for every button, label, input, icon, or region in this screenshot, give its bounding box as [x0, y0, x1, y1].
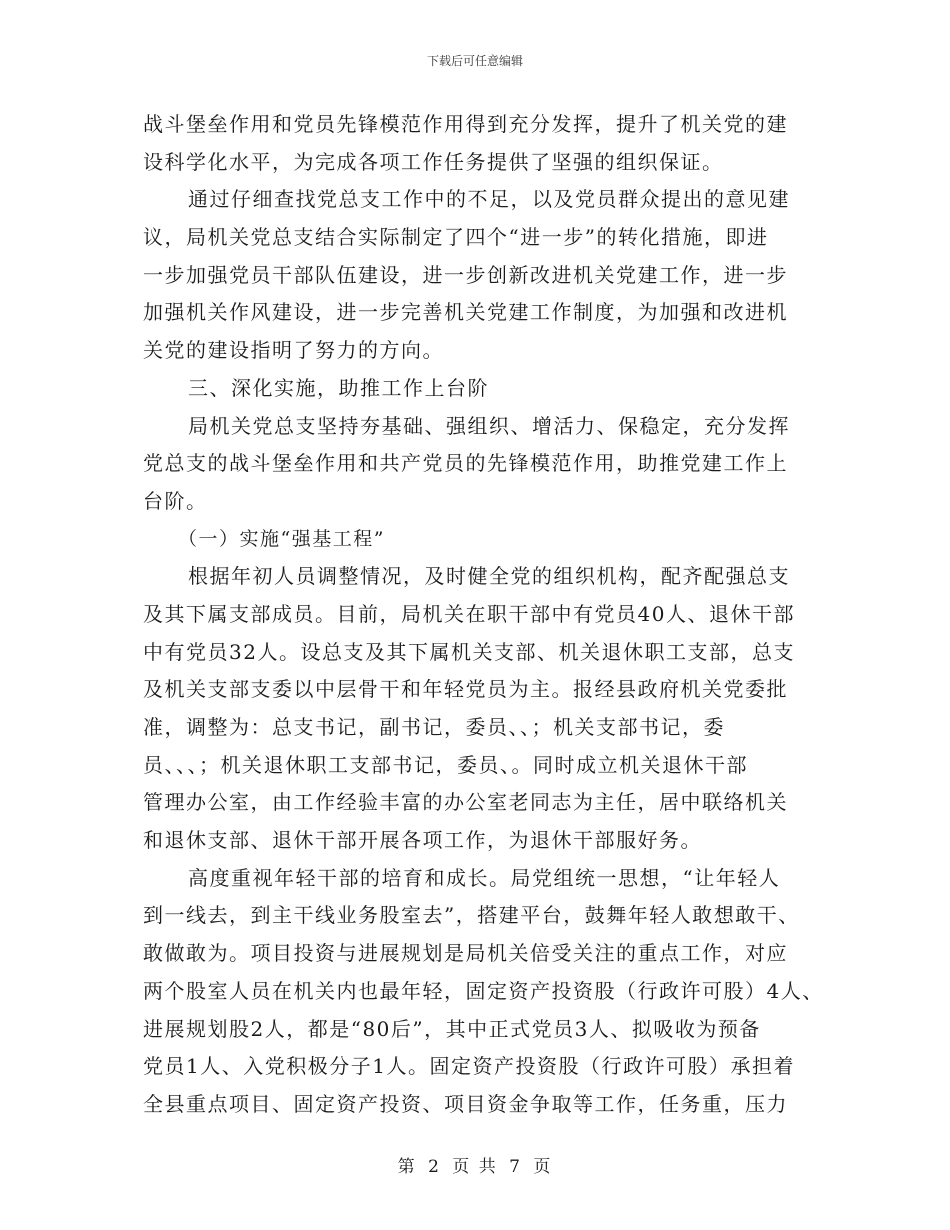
body-text-line: 局机关党总支坚持夯基础、强组织、增活力、保稳定，充分发挥	[188, 413, 790, 438]
body-text-line: 三、深化实施，助推工作上台阶	[188, 375, 489, 400]
footer-current-page: 2	[428, 1157, 441, 1177]
body-text-line: 到一线去，到主干线业务股室去”，搭建平台，鼓舞年轻人敢想敢干、	[143, 903, 800, 928]
body-text-line: 设科学化水平，为完成各项工作任务提供了坚强的组织保证。	[143, 149, 724, 174]
body-text-line: 战斗堡垒作用和党员先锋模范作用得到充分发挥，提升了机关党的建	[143, 112, 788, 136]
body-text-line: （一）实施“强基工程”	[178, 527, 385, 550]
body-text-line: 根据年初人员调整情况，及时健全党的组织机构，配齐配强总支	[188, 564, 790, 589]
body-text-line: 全县重点项目、固定资产投资、项目资金争取等工作，任务重，压力	[143, 1091, 788, 1116]
body-text-line: 员、、、；机关退休职工支部书记，委员、。同时成立机关退休干部	[143, 752, 748, 777]
footer-suffix: 页	[533, 1157, 553, 1177]
body-text-line: 加强机关作风建设，进一步完善机关党建工作制度，为加强和改进机	[143, 300, 788, 325]
body-text-line: 党总支的战斗堡垒作用和共产党员的先锋模范作用，助推党建工作上	[143, 451, 788, 476]
footer-total-pages: 7	[509, 1157, 522, 1177]
body-text-line: 管理办公室，由工作经验丰富的办公室老同志为主任，居中联络机关	[143, 790, 788, 815]
body-text-line: 关党的建设指明了努力的方向。	[143, 338, 444, 363]
body-text-line: 进展规划股2人，都是“80后”，其中正式党员3人、拟吸收为预备	[143, 1016, 761, 1041]
body-text-line: 高度重视年轻干部的培育和成长。局党组统一思想，“让年轻人	[188, 865, 781, 890]
body-text-line: 议，局机关党总支结合实际制定了四个“进一步”的转化措施，即进	[143, 225, 769, 250]
body-text-line: 台阶。	[143, 488, 208, 513]
page-footer	[0, 1152, 950, 1177]
body-text-line: 及其下属支部成员。目前，局机关在职干部中有党员40人、退休干部	[143, 601, 795, 626]
body-text-line: 及机关支部支委以中层骨干和年轻党员为主。报经县政府机关党委批	[143, 677, 788, 702]
body-text-line: 两个股室人员在机关内也最年轻，固定资产投资股（行政许可股）4人、	[143, 978, 824, 1003]
body-text-line: 和退休支部、退休干部开展各项工作，为退休干部服好务。	[143, 828, 702, 853]
body-text-line: 一步加强党员干部队伍建设，进一步创新改进机关党建工作，进一步	[143, 262, 788, 287]
page-header: 下载后可任意编辑	[426, 54, 523, 68]
footer-middle: 页 共	[452, 1157, 498, 1177]
body-text-line: 通过仔细查找党总支工作中的不足，以及党员群众提出的意见建	[188, 187, 790, 212]
body-text-line: 敢做敢为。项目投资与进展规划是局机关倍受关注的重点工作，对应	[143, 941, 788, 966]
document-body	[143, 106, 823, 1124]
body-text-line: 党员1人、入党积极分子1人。固定资产投资股（行政许可股）承担着	[143, 1054, 795, 1079]
footer-prefix: 第	[397, 1157, 417, 1177]
body-text-line: 中有党员32人。设总支及其下属机关支部、机关退休职工支部，总支	[143, 639, 795, 664]
body-text-line: 准，调整为：总支书记，副书记，委员、、；机关支部书记，委	[143, 715, 725, 739]
